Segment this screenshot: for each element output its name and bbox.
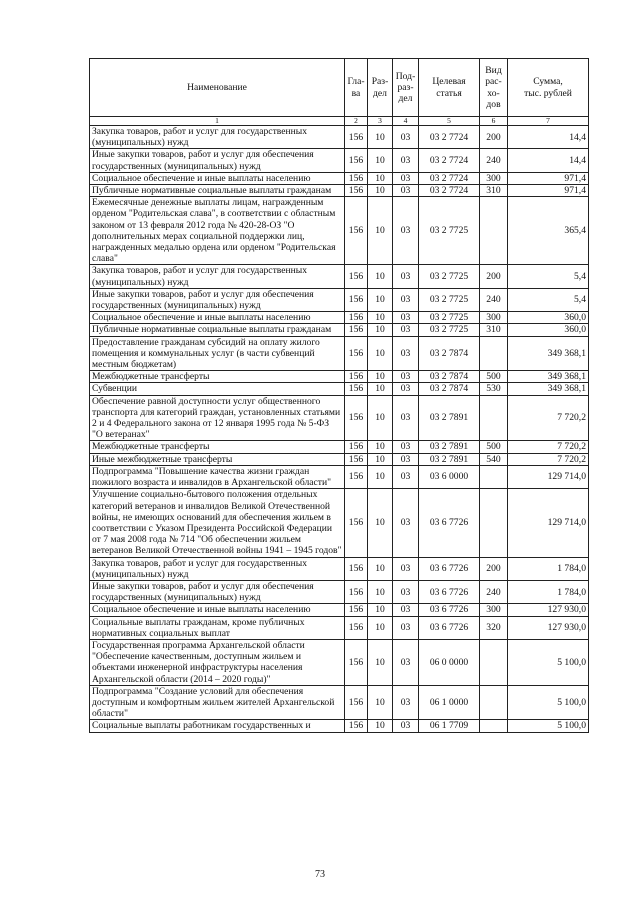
row-razdel-cell: 10 — [368, 441, 393, 453]
row-target-cell: 03 2 7724 — [419, 172, 480, 184]
row-sum-cell: 5,4 — [508, 265, 589, 288]
row-sum-cell: 14,4 — [508, 126, 589, 149]
row-target-cell: 03 6 7726 — [419, 557, 480, 580]
row-name-cell: Подпрограмма "Повышение качества жизни граждан пожилого возраста и инвалидов в Архангельской области" — [90, 465, 345, 488]
row-target-cell: 03 2 7725 — [419, 265, 480, 288]
row-podrazdel-cell: 03 — [393, 197, 419, 265]
row-vid-cell: 530 — [480, 383, 508, 395]
column-number-row — [90, 117, 589, 126]
table-row — [90, 265, 589, 288]
table-row — [90, 395, 589, 441]
table-row — [90, 639, 589, 685]
row-podrazdel-cell: 03 — [393, 312, 419, 324]
row-sum-cell: 360,0 — [508, 312, 589, 324]
table-row — [90, 312, 589, 324]
row-razdel-cell: 10 — [368, 720, 393, 732]
row-podrazdel-cell: 03 — [393, 149, 419, 172]
table-header-row — [90, 59, 589, 117]
table-body — [90, 126, 589, 733]
row-sum-cell: 349 368,1 — [508, 336, 589, 371]
row-razdel-cell: 10 — [368, 126, 393, 149]
row-razdel-cell: 10 — [368, 383, 393, 395]
row-glava-cell: 156 — [345, 288, 368, 311]
row-name-cell: Публичные нормативные социальные выплаты гражданам — [90, 185, 345, 197]
row-glava-cell: 156 — [345, 616, 368, 639]
row-name-cell: Закупка товаров, работ и услуг для государственных (муниципальных) нужд — [90, 126, 345, 149]
row-vid-cell — [480, 639, 508, 685]
row-glava-cell: 156 — [345, 185, 368, 197]
row-vid-cell: 310 — [480, 324, 508, 336]
table-row — [90, 465, 589, 488]
row-vid-cell: 300 — [480, 172, 508, 184]
row-glava-cell: 156 — [345, 197, 368, 265]
row-sum-cell: 971,4 — [508, 185, 589, 197]
row-razdel-cell: 10 — [368, 336, 393, 371]
row-target-cell: 03 2 7874 — [419, 336, 480, 371]
table-row — [90, 604, 589, 616]
table-row — [90, 453, 589, 465]
row-name-cell: Подпрограмма "Создание условий для обеспечения доступным и комфортным жильем жителей Архангельской области" — [90, 685, 345, 720]
row-razdel-cell: 10 — [368, 465, 393, 488]
row-podrazdel-cell: 03 — [393, 383, 419, 395]
table-row — [90, 149, 589, 172]
row-podrazdel-cell: 03 — [393, 557, 419, 580]
row-name-cell: Межбюджетные трансферты — [90, 371, 345, 383]
row-name-cell: Социальные выплаты гражданам, кроме публичных нормативных социальных выплат — [90, 616, 345, 639]
row-vid-cell: 240 — [480, 288, 508, 311]
row-name-cell: Предоставление гражданам субсидий на оплату жилого помещения и коммунальных услуг (в части субвенций местным бюджетам) — [90, 336, 345, 371]
row-glava-cell: 156 — [345, 126, 368, 149]
row-target-cell: 03 2 7891 — [419, 395, 480, 441]
row-razdel-cell: 10 — [368, 324, 393, 336]
table-row — [90, 720, 589, 732]
row-target-cell: 03 2 7874 — [419, 383, 480, 395]
row-name-cell: Иные закупки товаров, работ и услуг для обеспечения государственных (муниципальных) нужд — [90, 149, 345, 172]
row-glava-cell: 156 — [345, 720, 368, 732]
header-razdel: Раз- дел — [368, 59, 393, 117]
row-podrazdel-cell: 03 — [393, 324, 419, 336]
budget-table — [89, 58, 589, 733]
row-razdel-cell: 10 — [368, 580, 393, 603]
row-glava-cell: 156 — [345, 580, 368, 603]
row-vid-cell: 300 — [480, 604, 508, 616]
row-glava-cell: 156 — [345, 639, 368, 685]
table-row — [90, 685, 589, 720]
row-razdel-cell: 10 — [368, 149, 393, 172]
column-number: 3 — [368, 117, 393, 126]
row-name-cell: Социальное обеспечение и иные выплаты населению — [90, 172, 345, 184]
row-razdel-cell: 10 — [368, 265, 393, 288]
row-sum-cell: 5 100,0 — [508, 639, 589, 685]
row-target-cell: 03 2 7725 — [419, 197, 480, 265]
row-sum-cell: 349 368,1 — [508, 371, 589, 383]
table-row — [90, 197, 589, 265]
row-podrazdel-cell: 03 — [393, 685, 419, 720]
header-glava: Гла- ва — [345, 59, 368, 117]
row-razdel-cell: 10 — [368, 557, 393, 580]
row-podrazdel-cell: 03 — [393, 336, 419, 371]
row-name-cell: Закупка товаров, работ и услуг для государственных (муниципальных) нужд — [90, 557, 345, 580]
row-glava-cell: 156 — [345, 371, 368, 383]
table-row — [90, 371, 589, 383]
row-podrazdel-cell: 03 — [393, 288, 419, 311]
row-podrazdel-cell: 03 — [393, 185, 419, 197]
row-razdel-cell: 10 — [368, 639, 393, 685]
row-name-cell: Субвенции — [90, 383, 345, 395]
row-razdel-cell: 10 — [368, 312, 393, 324]
row-name-cell: Публичные нормативные социальные выплаты гражданам — [90, 324, 345, 336]
row-target-cell: 03 2 7891 — [419, 441, 480, 453]
row-name-cell: Ежемесячные денежные выплаты лицам, награжденным орденом "Родительская слава", в соответствии с областным законом от 13 февраля 2012 года № 420-28-ОЗ "О дополнительных мерах социальной поддержки лиц, награжденных медалью ордена или орденом "Родительская слава" — [90, 197, 345, 265]
row-vid-cell — [480, 197, 508, 265]
row-vid-cell: 500 — [480, 371, 508, 383]
row-razdel-cell: 10 — [368, 371, 393, 383]
row-target-cell: 03 2 7725 — [419, 312, 480, 324]
row-vid-cell: 320 — [480, 616, 508, 639]
row-sum-cell: 129 714,0 — [508, 489, 589, 557]
row-target-cell: 03 6 0000 — [419, 465, 480, 488]
row-vid-cell: 540 — [480, 453, 508, 465]
table-row — [90, 383, 589, 395]
row-podrazdel-cell: 03 — [393, 453, 419, 465]
column-number: 4 — [393, 117, 419, 126]
row-target-cell: 03 2 7725 — [419, 324, 480, 336]
row-name-cell: Государственная программа Архангельской области "Обеспечение качественным, доступным жильем и объектами инженерной инфраструктуры населения Архангельской области (2014 – 2020 годы)" — [90, 639, 345, 685]
row-glava-cell: 156 — [345, 149, 368, 172]
row-razdel-cell: 10 — [368, 172, 393, 184]
row-sum-cell: 5 100,0 — [508, 720, 589, 732]
row-podrazdel-cell: 03 — [393, 580, 419, 603]
row-podrazdel-cell: 03 — [393, 489, 419, 557]
row-target-cell: 03 2 7724 — [419, 185, 480, 197]
row-target-cell: 03 2 7725 — [419, 288, 480, 311]
row-sum-cell: 7 720,2 — [508, 441, 589, 453]
row-razdel-cell: 10 — [368, 604, 393, 616]
row-razdel-cell: 10 — [368, 395, 393, 441]
row-vid-cell — [480, 720, 508, 732]
table-row — [90, 441, 589, 453]
row-glava-cell: 156 — [345, 685, 368, 720]
row-glava-cell: 156 — [345, 336, 368, 371]
row-vid-cell: 200 — [480, 557, 508, 580]
row-target-cell: 03 6 7726 — [419, 616, 480, 639]
row-razdel-cell: 10 — [368, 685, 393, 720]
row-razdel-cell: 10 — [368, 197, 393, 265]
row-target-cell: 03 2 7891 — [419, 453, 480, 465]
row-sum-cell: 7 720,2 — [508, 453, 589, 465]
row-vid-cell: 200 — [480, 126, 508, 149]
row-vid-cell — [480, 489, 508, 557]
row-vid-cell — [480, 336, 508, 371]
column-number: 7 — [508, 117, 589, 126]
row-name-cell: Иные закупки товаров, работ и услуг для обеспечения государственных (муниципальных) нужд — [90, 288, 345, 311]
row-sum-cell: 1 784,0 — [508, 557, 589, 580]
row-razdel-cell: 10 — [368, 616, 393, 639]
row-glava-cell: 156 — [345, 604, 368, 616]
table-row — [90, 126, 589, 149]
table-row — [90, 580, 589, 603]
row-name-cell: Социальные выплаты работникам государственных и — [90, 720, 345, 732]
table-row — [90, 557, 589, 580]
header-sum: Сумма, тыс. рублей — [508, 59, 589, 117]
row-vid-cell — [480, 465, 508, 488]
row-sum-cell: 360,0 — [508, 324, 589, 336]
header-name: Наименование — [90, 59, 345, 117]
row-sum-cell: 5,4 — [508, 288, 589, 311]
page-number: 73 — [315, 869, 325, 880]
row-target-cell: 03 2 7724 — [419, 149, 480, 172]
column-number: 2 — [345, 117, 368, 126]
row-glava-cell: 156 — [345, 453, 368, 465]
row-vid-cell: 240 — [480, 580, 508, 603]
row-sum-cell: 127 930,0 — [508, 616, 589, 639]
row-glava-cell: 156 — [345, 395, 368, 441]
row-vid-cell: 500 — [480, 441, 508, 453]
row-target-cell: 03 2 7724 — [419, 126, 480, 149]
row-podrazdel-cell: 03 — [393, 465, 419, 488]
row-sum-cell: 7 720,2 — [508, 395, 589, 441]
table-row — [90, 489, 589, 557]
row-podrazdel-cell: 03 — [393, 126, 419, 149]
row-vid-cell: 300 — [480, 312, 508, 324]
row-sum-cell: 5 100,0 — [508, 685, 589, 720]
row-glava-cell: 156 — [345, 312, 368, 324]
table-row — [90, 336, 589, 371]
row-vid-cell — [480, 685, 508, 720]
header-podrazdel: Под- раз- дел — [393, 59, 419, 117]
row-podrazdel-cell: 03 — [393, 371, 419, 383]
column-number: 1 — [90, 117, 345, 126]
row-sum-cell: 365,4 — [508, 197, 589, 265]
row-razdel-cell: 10 — [368, 453, 393, 465]
row-name-cell: Закупка товаров, работ и услуг для государственных (муниципальных) нужд — [90, 265, 345, 288]
row-name-cell: Социальное обеспечение и иные выплаты населению — [90, 604, 345, 616]
row-name-cell: Межбюджетные трансферты — [90, 441, 345, 453]
row-razdel-cell: 10 — [368, 185, 393, 197]
row-sum-cell: 1 784,0 — [508, 580, 589, 603]
header-target: Целевая статья — [419, 59, 480, 117]
row-vid-cell: 200 — [480, 265, 508, 288]
row-vid-cell: 310 — [480, 185, 508, 197]
row-name-cell: Иные закупки товаров, работ и услуг для обеспечения государственных (муниципальных) нужд — [90, 580, 345, 603]
row-podrazdel-cell: 03 — [393, 172, 419, 184]
row-target-cell: 03 6 7726 — [419, 604, 480, 616]
row-name-cell: Улучшение социально-бытового положения отдельных категорий ветеранов и инвалидов Великой Отечественной войны, не имеющих оснований для обеспечения жильем в соответствии с Указом Президента Российской Федерации от 7 мая 2008 года № 714 "Об обеспечении жильем ветеранов Великой Отечественной войны 1941 – 1945 годов" — [90, 489, 345, 557]
row-glava-cell: 156 — [345, 489, 368, 557]
row-glava-cell: 156 — [345, 265, 368, 288]
row-target-cell: 06 1 7709 — [419, 720, 480, 732]
row-sum-cell: 349 368,1 — [508, 383, 589, 395]
table-row — [90, 324, 589, 336]
row-glava-cell: 156 — [345, 324, 368, 336]
row-sum-cell: 14,4 — [508, 149, 589, 172]
row-target-cell: 06 0 0000 — [419, 639, 480, 685]
row-glava-cell: 156 — [345, 383, 368, 395]
row-sum-cell: 127 930,0 — [508, 604, 589, 616]
row-target-cell: 03 6 7726 — [419, 489, 480, 557]
row-sum-cell: 971,4 — [508, 172, 589, 184]
row-glava-cell: 156 — [345, 465, 368, 488]
row-podrazdel-cell: 03 — [393, 639, 419, 685]
row-glava-cell: 156 — [345, 441, 368, 453]
row-podrazdel-cell: 03 — [393, 720, 419, 732]
row-name-cell: Социальное обеспечение и иные выплаты населению — [90, 312, 345, 324]
row-razdel-cell: 10 — [368, 288, 393, 311]
header-vid: Вид рас- хо- дов — [480, 59, 508, 117]
row-target-cell: 03 6 7726 — [419, 580, 480, 603]
row-podrazdel-cell: 03 — [393, 395, 419, 441]
row-target-cell: 06 1 0000 — [419, 685, 480, 720]
column-number: 5 — [419, 117, 480, 126]
row-podrazdel-cell: 03 — [393, 616, 419, 639]
row-glava-cell: 156 — [345, 172, 368, 184]
row-sum-cell: 129 714,0 — [508, 465, 589, 488]
row-name-cell: Иные межбюджетные трансферты — [90, 453, 345, 465]
row-name-cell: Обеспечение равной доступности услуг общественного транспорта для категорий граждан, установленных статьями 2 и 4 Федерального закона от 12 января 1995 года № 5-ФЗ "О ветеранах" — [90, 395, 345, 441]
row-target-cell: 03 2 7874 — [419, 371, 480, 383]
table-row — [90, 616, 589, 639]
row-podrazdel-cell: 03 — [393, 604, 419, 616]
row-glava-cell: 156 — [345, 557, 368, 580]
row-podrazdel-cell: 03 — [393, 265, 419, 288]
table-row — [90, 172, 589, 184]
table-row — [90, 288, 589, 311]
column-number: 6 — [480, 117, 508, 126]
row-vid-cell — [480, 395, 508, 441]
table-row — [90, 185, 589, 197]
row-podrazdel-cell: 03 — [393, 441, 419, 453]
row-vid-cell: 240 — [480, 149, 508, 172]
row-razdel-cell: 10 — [368, 489, 393, 557]
